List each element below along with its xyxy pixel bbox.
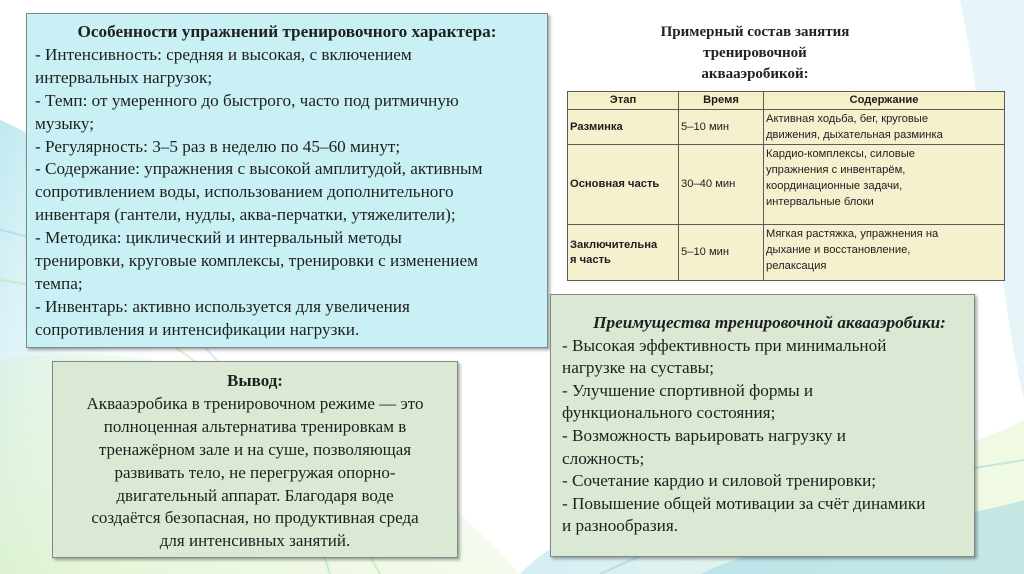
row-content [764, 225, 1005, 281]
row-content [764, 110, 1005, 145]
conclusion-panel [52, 361, 458, 558]
conclusion-line: создаётся безопасная, но продуктивная среда [91, 508, 419, 528]
table-title-line: тренировочной [703, 45, 807, 61]
session-plan-table [567, 91, 1005, 281]
advantages-line: - Высокая эффективность при минимальной [562, 335, 887, 355]
table-row [568, 110, 1005, 145]
features-line: - Методика: циклический и интервальный методы [35, 228, 402, 248]
conclusion-line: полноценная альтернатива тренировкам в [103, 416, 407, 436]
header-stage: Этап [568, 92, 679, 110]
conclusion-title: Вывод: [227, 371, 283, 390]
advantages-line: нагрузке на суставы; [562, 358, 715, 378]
advantages-line: - Улучшение спортивной формы и [562, 380, 814, 400]
row-time: 30–40 мин [679, 145, 764, 225]
row-stage-line: Заключительна [570, 238, 658, 251]
advantages-title: Преимущества тренировочной аквааэробики: [593, 313, 946, 332]
features-title: Особенности упражнений тренировочного характера: [77, 22, 497, 41]
features-line: темпа; [35, 273, 83, 293]
row-time: 5–10 мин [679, 110, 764, 145]
table-header-row [568, 92, 1005, 110]
conclusion-line: развивать тело, не перегружая опорно- [114, 462, 396, 482]
row-content-line: Активная ходьба, бег, круговые [766, 113, 929, 125]
row-stage [568, 225, 679, 281]
features-line: - Регулярность: 3–5 раз в неделю по 45–60 минут; [35, 136, 401, 156]
advantages-line: - Повышение общей мотивации за счёт динамики [562, 493, 926, 513]
row-time: 5–10 мин [679, 225, 764, 281]
features-line: сопротивлением воды, использованием дополнительного [35, 182, 454, 202]
features-line: тренировки, круговые комплексы, тренировки с изменением [35, 251, 479, 271]
features-line: - Инвентарь: активно используется для увеличения [35, 296, 410, 316]
features-line: интервальных нагрузок; [35, 67, 213, 87]
features-line: - Темп: от умеренного до быстрого, часто под ритмичную [35, 90, 459, 110]
features-line: - Интенсивность: средняя и высокая, с включением [35, 44, 412, 64]
conclusion-line: тренажёрном зале и на суше, позволяющая [98, 439, 412, 459]
features-line: музыку; [35, 113, 95, 133]
features-line: сопротивления и интенсификации нагрузки. [35, 319, 360, 339]
table-title-line: Примерный состав занятия [660, 24, 850, 40]
row-content-line: движения, дыхательная разминка [766, 129, 943, 141]
row-content-line: интервальные блоки [766, 196, 874, 208]
table-row [568, 225, 1005, 281]
row-content-line: Кардио-комплексы, силовые [766, 148, 915, 160]
conclusion-line: Аквааэробика в тренировочном режиме — это [86, 393, 424, 413]
advantages-line: и разнообразия. [562, 516, 679, 536]
advantages-line: - Возможность варьировать нагрузку и [562, 425, 846, 445]
advantages-line: функционального состояния; [562, 403, 776, 423]
header-time: Время [679, 92, 764, 110]
row-content-line: упражнения с инвентарём, [766, 164, 906, 176]
header-content: Содержание [764, 92, 1005, 110]
row-content [764, 145, 1005, 225]
row-stage: Основная часть [568, 145, 679, 225]
conclusion-line: для интенсивных занятий. [159, 531, 351, 551]
row-stage: Разминка [568, 110, 679, 145]
features-line: - Содержание: упражнения с высокой амплитудой, активным [35, 159, 483, 179]
conclusion-line: двигательный аппарат. Благодаря воде [116, 485, 394, 505]
advantages-panel [550, 294, 975, 557]
features-panel [26, 13, 548, 348]
table-title-line: аквааэробикой: [701, 66, 809, 82]
features-line: инвентаря (гантели, нудлы, аква-перчатки, утяжелители); [35, 205, 456, 225]
table-row [568, 145, 1005, 225]
advantages-line: - Сочетание кардио и силовой тренировки; [562, 471, 877, 491]
advantages-line: сложность; [562, 448, 645, 468]
row-content-line: релаксация [766, 260, 827, 272]
row-stage-line: я часть [570, 253, 611, 266]
row-content-line: Мягкая растяжка, упражнения на [766, 228, 939, 240]
row-content-line: дыхание и восстановление, [766, 244, 911, 256]
table-title [620, 22, 890, 85]
row-content-line: координационные задачи, [766, 180, 903, 192]
